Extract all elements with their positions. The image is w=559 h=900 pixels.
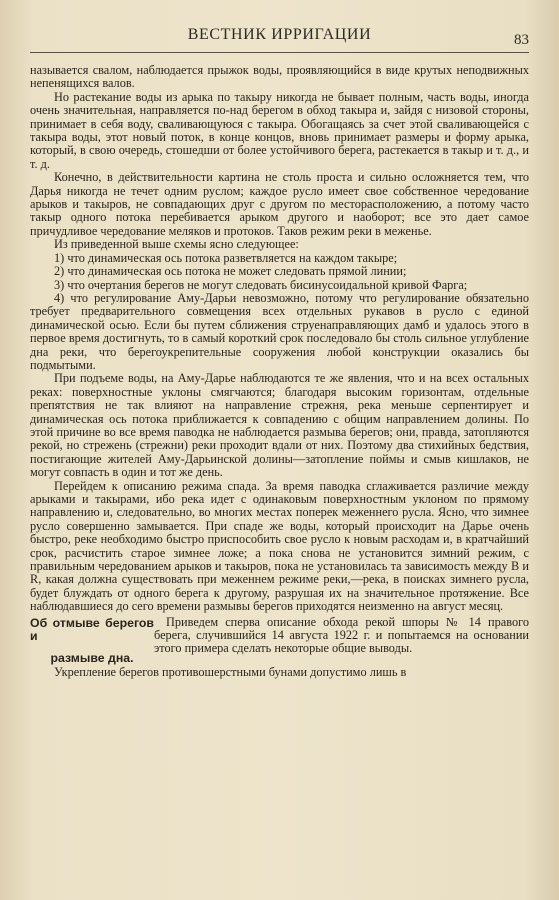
list-item: 1) что динамическая ось потока разветвляется на каждом такыре; [54,250,398,265]
section-heading-line: размыве дна. [50,651,134,666]
paragraph-continuation: называется свалом, наблюдается прыжок воды, проявляющийся в виде крутых неподвижных непенящихся валов. [30,63,529,91]
page-header [30,22,529,53]
section-paragraph: Приведем сперва описание обхода рекой шпоры № 14 правого берега, случившийся 14 августа 1922 г. и попытаемся на основании этого примера сделать некоторые общие выводы. [154,614,529,656]
list-item: 2) что динамическая ось потока не может следовать прямой линии; [54,264,407,279]
paragraph-last-line: Укрепление берегов противошерстными бунами допустимо лишь в [54,664,407,679]
section-block [30,616,529,666]
conclusions-list [30,252,529,373]
paragraph: Конечно, в действительности картина не столь проста и сильно осложняется тем, что Дарья никогда не течет одним руслом; каждое русло имеет свое собственное чередование арыков и такыров, не совпадающих друг с другом по месторасположению, а потому часто такыр одного потока перебивается арыком другого и наоборот; все это дает самое причудливое чередование меляков и протоков. Таков режим реки в меженье. [30,170,529,238]
list-item: 3) что очертания берегов не могут следовать бисинусоидальной кривой Фарга; [54,277,468,292]
section-heading-line: Об отмыве берегов и [30,615,154,644]
paragraph: Но растекание воды из арыка по такыру никогда не бывает полным, часть воды, иногда очень значительная, направляется по-над берегом в обход такыра и, зайдя с низовой стороны, принимает в себя воду, сваливающуюся с такыра. Обогащаясь за счет этой сваливающейся с такыра воды, этот новый поток, в конце концов, вновь принимает размеры и форму арыка, который, в свою очередь, стошедши от более устойчивого берега, растекается в такыр и т. д., и т. д. [30,89,529,171]
page-number: 83 [514,32,529,48]
list-item: 4) что регулирование Аму-Дарьи невозможно, потому что регулирование обязательно требует предварительного совмещения всех отдельных рукавов в русло с единой динамической осью. Если бы путем сближения струенаправляющих дамб и удалось этого в первое время достигнуть, то в самый короткий срок последовало бы столь сильное углубление дна реки, что берегоукрепительные сооружения любой конструкции оказались бы подмытыми. [30,290,529,372]
paragraph: Из приведенной выше схемы ясно следующее: [54,237,299,252]
paragraph: При подъеме воды, на Аму-Дарье наблюдаются те же явления, что и на всех остальных реках: поверхностные уклоны смягчаются; благодаря высоким горизонтам, отдельные препятствия не так влияют на направление стрежня, река меньше серпентирует и динамическая ось потока приближается к совпадению с общим направлением долины. По этой причине во все время паводка не наблюдается размыва берегов; они, правда, затопляются рекой, но стрежень (стрежни) реки проходит вдали от них. Поэтому два стихийных бедствия, постигающие жителей Аму-Дарьинской долины—затопление поймы и смыв кишлаков, не могут совпасть в один и тот же день. [30,371,529,480]
paragraph: Перейдем к описанию режима спада. За время паводка сглаживается различие между арыками и такырами, ибо река идет с одинаковым поверхностным уклоном по прямому направлению и, следовательно, во многих местах поперек меженнего русла. Ясно, что зимнее русло совершенно замывается. При спаде же воды, который происходит на Дарье очень быстро, реке необходимо быстро приспособить свое русло к новым расходам и, в кратчайший срок, расчистить старое зимнее ложе; а пока снова не установится зимний режим, с правильным чередованием арыков и такыров, пока не установилась та зависимость между B и R, какая должна существовать при меженнем режиме реки,—река, в поисках зимнего русла, будет блуждать от одного берега к другому, разрушая их на значительное протяжение. Все наблюдавшиеся до сего времени размывы берегов приходятся неизменно на август месяц. [30,478,529,614]
page-body [30,64,529,679]
section-heading [30,616,154,666]
running-title: ВЕСТНИК ИРРИГАЦИИ [187,26,372,43]
